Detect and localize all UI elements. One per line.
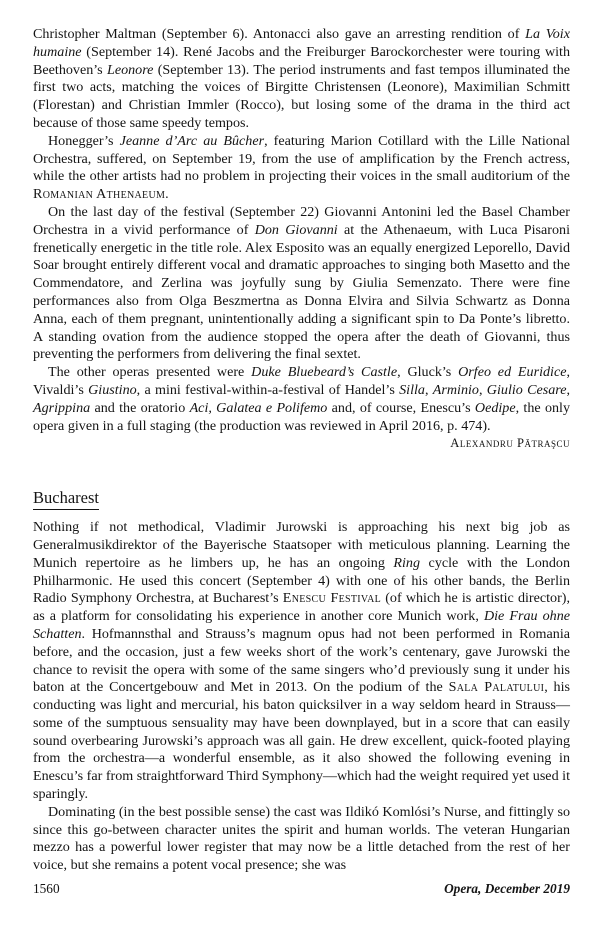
reviewer-byline: Alexandru Pătraşcu bbox=[450, 436, 570, 451]
text-run: and the oratorio bbox=[90, 399, 190, 416]
italic-text-run: Giustino bbox=[88, 381, 137, 398]
text-column bbox=[33, 26, 570, 875]
italic-text-run: Silla bbox=[399, 381, 425, 398]
paragraph bbox=[33, 364, 570, 453]
text-run: , featuring Marion Cotillard with the Lille National Orchestra, suffered, on September 19, from the use of amplification by the French actress, while the other artists had no problem in projecting their voices in the small auditorium of the bbox=[33, 132, 570, 185]
smallcaps-text-run: Sala Palatului bbox=[448, 679, 545, 696]
text-run: Christopher Maltman (September 6). Antonacci also gave an arresting rendition of bbox=[33, 26, 526, 42]
text-run: (of which he is artistic director), as a platform for consolidating his experience in another core Munich work, bbox=[33, 590, 571, 625]
text-run: , Gluck’s bbox=[397, 364, 459, 381]
text-run: (September 13). The period instruments and fast tempos illuminated the first two acts, matching the voices of Birgitte Christensen (Leonore), Maximilian Schmitt (Florestan) and Christian Immler (Rocco), but losing some of the drama in the third act because of those same speedy tempos. bbox=[33, 61, 570, 131]
text-run: The other operas presented were bbox=[48, 364, 252, 381]
italic-text-run: Jeanne d’Arc au Bûcher bbox=[119, 132, 265, 149]
text-run: , bbox=[566, 381, 571, 398]
italic-text-run: Giulio Cesare bbox=[486, 381, 567, 398]
italic-text-run: Arminio bbox=[432, 381, 479, 398]
text-run: . Hofmannsthal and Strauss’s magnum opus had not been performed in Romania before, and the occasion, just a few weeks short of the work’s centenary, gave Jurowski the chance to revisit the opera with some of the same singers who’d previously sung it under his baton at the Concertgebouw and Met in 2013. On the podium of the bbox=[33, 625, 570, 696]
journal-title: Opera, December 2019 bbox=[444, 881, 570, 896]
paragraph bbox=[33, 26, 570, 133]
text-run: On the last day of the festival (September 22) Giovanni Antonini led the Basel Chamber Orchestra in a vivid performance of bbox=[33, 203, 570, 238]
italic-text-run: La Voix humaine bbox=[33, 26, 570, 60]
text-run: at the Athenaeum, with Luca Pisaroni frenetically energetic in the title role. Alex Esposito was an equally energized Leporello, David Soar brought entirely different vocal and dramatic approaches to singing both Masetto and the Commendatore, and Zerlina was joyfully sung by Giulia Semenzato. There were fine performances also from Olga Beszmertna as Donna Elvira and Silvia Schwartz as Donna Anna, each of them pregnant, unintentionally adding a significant spin to Da Ponte’s libretto. A standing ovation from the audience stopped the opera after the death of Giovanni, thus preventing the performers from delivering the final sextet. bbox=[33, 221, 571, 363]
italic-text-run: Orfeo ed Euridice bbox=[458, 364, 567, 381]
text-run: Dominating (in the best possible sense) the cast was Ildikó Komlósi’s Nurse, and fittingly so since this go-between character unites the spirit and human worlds. The veteran Hungarian mezzo has a powerful lower register that may now be a little detached from the rest of her voice, but she remains a potent vocal presence; she was bbox=[33, 803, 570, 874]
text-run: Nothing if not methodical, Vladimir Jurowski is approaching his next big job as Generalmusikdirektor of the Bayerische Staatsoper with meticulous planning. Learning the Munich repertoire as he limbers up, he has an ongoing bbox=[33, 519, 570, 571]
text-run: , bbox=[424, 381, 433, 398]
text-run: and, of course, Enescu’s bbox=[327, 399, 475, 416]
text-run: , the only opera given in a full staging (the production was reviewed in April 2016, p. 474). bbox=[33, 399, 570, 434]
text-run: , his conducting was light and mercurial, his baton quicksilver in a way seldom heard in Strauss—some of the sumptuous sensuality may have been downplayed, but in a score that can easily sound overbearing Jurowski’s approach was all gain. He drew excellent, quick-footed playing from the orchestra—a wonderful ensemble, as it also showed the following evening in Enescu’s far from straightforward Third Symphony—which had the weight required yet used it sparingly. bbox=[33, 679, 571, 803]
paragraph bbox=[33, 133, 570, 204]
italic-text-run: Duke Bluebeard’s Castle bbox=[251, 364, 398, 381]
paragraph bbox=[33, 519, 570, 804]
text-run: Honegger’s bbox=[48, 132, 120, 149]
italic-text-run: Die Frau ohne Schatten bbox=[33, 608, 570, 642]
text-run: , bbox=[478, 381, 487, 398]
smallcaps-text-run: Enescu Festival bbox=[282, 590, 382, 607]
italic-text-run: Leonore bbox=[106, 61, 154, 78]
italic-text-run: Oedipe bbox=[474, 399, 516, 416]
page-number: 1560 bbox=[33, 881, 60, 896]
paragraph bbox=[33, 204, 570, 364]
page-footer bbox=[33, 881, 570, 897]
text-run: cycle with the London Philharmonic. He used this concert (September 4) with one of his other bands, the Berlin Radio Symphony Orchestra, at Bucharest’s bbox=[33, 554, 570, 607]
text-run: , a mini festival-within-a-festival of Handel’s bbox=[136, 381, 400, 398]
italic-text-run: Don Giovanni bbox=[254, 221, 338, 238]
paragraph bbox=[33, 804, 570, 875]
text-run: . bbox=[165, 186, 169, 203]
text-run: , Vivaldi’s bbox=[33, 364, 570, 398]
smallcaps-text-run: Romanian Athenaeum bbox=[33, 186, 166, 203]
section-heading bbox=[33, 487, 570, 510]
section-heading-text: Bucharest bbox=[33, 487, 99, 510]
italic-text-run: Aci, Galatea e Polifemo bbox=[189, 399, 328, 416]
italic-text-run: Agrippina bbox=[33, 399, 91, 416]
italic-text-run: Ring bbox=[393, 554, 421, 571]
text-run: (September 14). René Jacobs and the Freiburger Barockorchester were touring with Beethoven’s bbox=[33, 43, 570, 78]
